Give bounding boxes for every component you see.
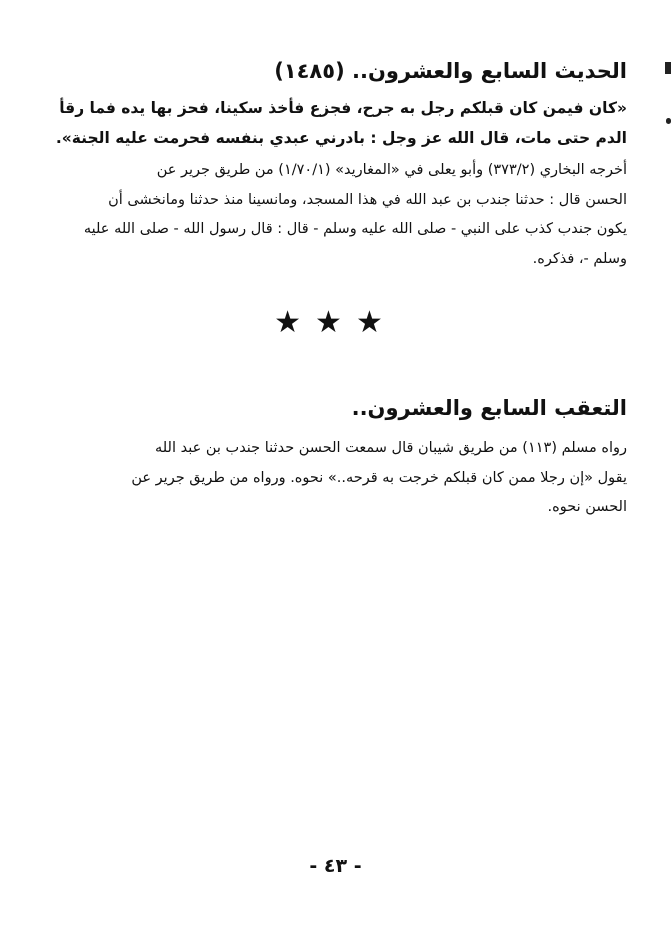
taaqqub-line: الحسن نحوه.	[547, 499, 627, 515]
margin-mark	[665, 62, 671, 74]
taaqqub-text	[45, 434, 627, 523]
margin-dot	[666, 118, 671, 124]
takhrij-text	[45, 156, 627, 274]
hadith-text-line: «كان فيمن كان قبلكم رجل به جرح، فجزع فأخذ سكينا، فحز بها يده فما رقأ	[59, 99, 627, 117]
takhrij-line: يكون جندب كذب على النبي - صلى الله عليه وسلم - قال : قال رسول الله - صلى الله عليه	[83, 221, 627, 237]
taaqqub-line: يقول «إن رجلا ممن كان قبلكم خرجت به قرحه..» نحوه. ورواه من طريق جرير عن	[131, 469, 627, 486]
taaqqub-title: التعقب السابع والعشرون..	[351, 396, 627, 420]
takhrij-line: أخرجه البخاري (٣٧٣/٢) وأبو يعلى في «المغاريد» (١/٧٠/١) من طريق جرير عن	[156, 162, 627, 178]
page-number: - ٤٣ -	[309, 855, 362, 877]
taaqqub-line: رواه مسلم (١١٣) من طريق شيبان قال سمعت الحسن حدثنا جندب بن عبد الله	[154, 440, 627, 456]
hadith-text-line: الدم حتى مات، قال الله عز وجل : بادرني عبدي بنفسه فحرمت عليه الجنة».	[55, 129, 627, 147]
hadith-title: الحديث السابع والعشرون.. (١٤٨٥)	[274, 59, 627, 83]
takhrij-line: الحسن قال : حدثنا جندب بن عبد الله في هذا المسجد، ومانسينا منذ حدثنا ومانخشى أن	[108, 191, 627, 208]
star-separator: ★★★	[274, 305, 397, 340]
takhrij-line: وسلم -، فذكره.	[532, 250, 627, 267]
hadith-text	[45, 93, 627, 153]
